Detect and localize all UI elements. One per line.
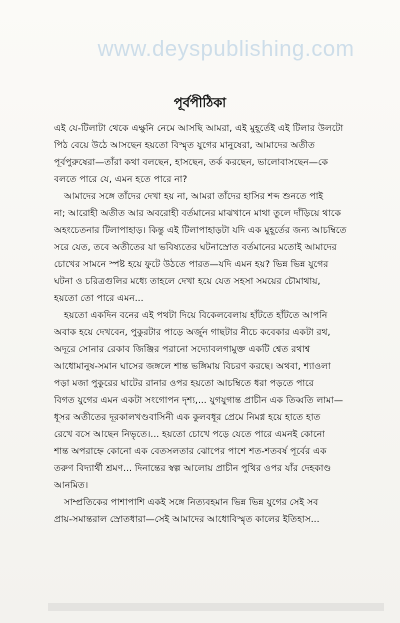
text-line: ঘটনা ও চরিত্রগুলির মধ্যে তাহলে দেখা হয়ে যেত সহসা সময়ের চৌমাথায়,: [54, 276, 321, 287]
text-line: পূর্বপুরুষেরা—তাঁরা কথা বলছেন, হাসছেন, তর্ক করছেন, ভালোবাসছেন—কে: [54, 157, 329, 168]
page-title: পূর্বপীঠিকা: [173, 96, 227, 111]
text-line: বিগত যুগের এমন একটা সংগোপন দৃশ্য,... যুগযুগান্ত প্রাচীন এক তিব্বতি লামা—: [54, 395, 344, 406]
text-line: প্রায়-সমান্তরাল স্রোতধারা—সেই আমাদের আধোবিস্মৃত কালের ইতিহাস...: [54, 514, 320, 525]
text-line: হয়তো তো পারে এমন...: [54, 293, 144, 304]
text-line: ধূসর অতীতের দূরকালখণ্ডবাসিনী এক কুলবধূর প্রেমে নিমগ্ন হয়ে হাতে হাত: [54, 412, 321, 423]
text-line: শান্ত অপরাহ্নে কোনো এক বেতসলতার ঝোপের পাশে শত-শতবর্ষ পূর্বের এক: [54, 446, 327, 457]
text-line: পড়া মজা পুকুরের ঘাটের রানার ওপর হয়তো আচম্বিতে ধরা পড়তে পারে: [54, 378, 314, 389]
text-line: তরুণ বিদ্যার্থী শ্রমণ... দিনান্তের স্বল্প আলোয় প্রাচীন পুথির ওপর যাঁর দেহকাণ্ড: [54, 463, 332, 474]
watermark-text: www.deyspublishing.com: [97, 36, 355, 61]
text-line: রেখে বসে আছেন নিভৃতে।... হয়তো চোখে পড়ে যেতে পারে এমনই কোনো: [54, 429, 325, 440]
text-line: সাম্প্রতিকের পাশাপাশি একই সঙ্গে নিত্যবহমান ভিন্ন ভিন্ন যুগের সেই সব: [64, 497, 319, 508]
text-line: আধোমানুষ-সমান ঘাসের জঙ্গলে শান্ত ভঙ্গিমায় বিচরণ করছে। অথবা, শ্যাওলা: [54, 361, 331, 372]
text-line: সরে যেত, তবে অতীতের যা ভবিষ্যতের ঘটনাস্রোত বর্তমানের মতোই আমাদের: [54, 242, 337, 253]
text-line: আমাদের সঙ্গে তাঁদের দেখা হয় না, আমরা তাঁদের হাসির শব্দ শুনতে পাই: [64, 191, 324, 202]
text-line: চোখের সামনে স্পষ্ট হয়ে ফুটে উঠতে পারত—যদি এমন হয়? ভিন্ন ভিন্ন যুগের: [54, 259, 329, 270]
text-line: পিঠ বেয়ে উঠে আসছেন হয়তো বিস্মৃত যুগের মানুষেরা, আমাদের অতীত: [54, 140, 315, 151]
text-line: অবাক হয়ে দেখবেন, পুকুরটার পাড়ে অর্জুন গাছটার নীচে কবেকার একটা রথ,: [54, 327, 331, 338]
page-bottom-shadow: [48, 603, 384, 611]
text-line: বলতে পারে যে, এমন হতে পারে না?: [54, 174, 188, 185]
text-line: অদূরে সোনার রেকাব জিঞ্জির পরানো সদ্যোবলগামুক্ত একটি শ্বেত রথাশ্ব: [54, 344, 311, 355]
body-text: [54, 120, 376, 528]
text-line: অহংচেতনার টিলাপাহাড়। কিন্তু এই টিলাপাহাড়টা যদি এক মুহূর্তের জন্য আচম্বিতে: [54, 225, 347, 236]
text-line: আনমিত।: [54, 480, 89, 491]
text-line: হয়তো একদিন বনের এই পথটা দিয়ে বিকেলবেলায় হাঁটতে হাঁটতে আপনি: [64, 310, 328, 321]
text-line: এই যে-টিলাটা থেকে এক্ষুনি নেমে আসছি আমরা, এই মুহূর্তেই এই টিলার উলটো: [54, 123, 344, 134]
text-line: না; আরোহী অতীত আর অবরোহী বর্তমানের মাঝখানে মাথা তুলে দাঁড়িয়ে থাকে: [54, 208, 342, 219]
